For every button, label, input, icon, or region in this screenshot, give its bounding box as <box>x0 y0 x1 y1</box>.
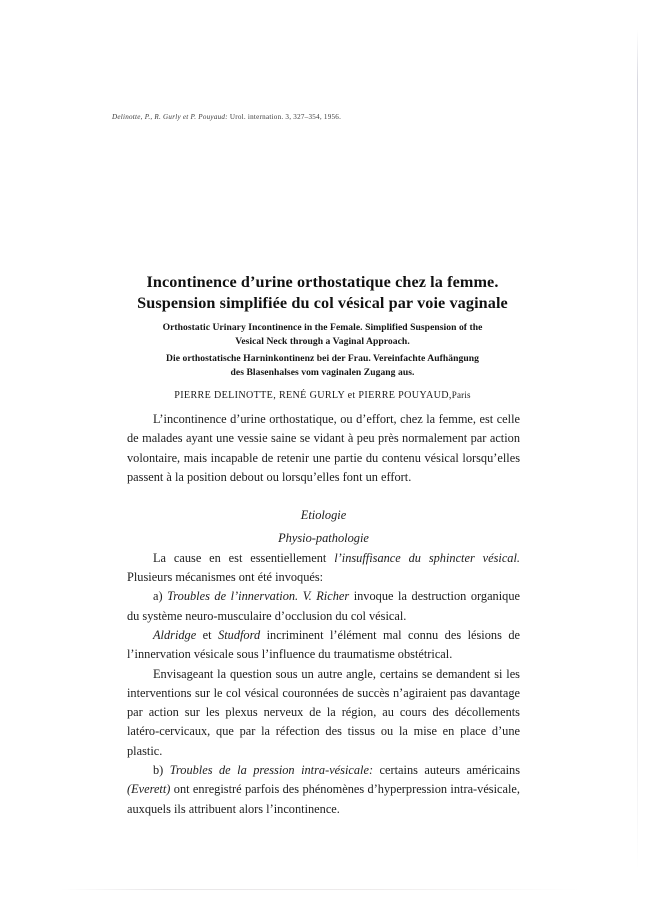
aldridge-text: incriminent l’élément mal connu des lésions de l’innervation vésicale sous l’influence du traumatisme obstétrical. <box>127 627 520 662</box>
item-b-emphasis-title: Troubles de la pression intra-vésicale: <box>169 763 374 778</box>
title-line-1: Incontinence d’urine orthostatique chez la femme. <box>146 273 499 291</box>
section-heading-etiologie: Etiologie <box>300 508 347 523</box>
paragraph-item-a <box>127 587 520 626</box>
running-header-authors: Delinotte, P., R. Gurly et P. Pouyaud: <box>112 113 228 121</box>
item-a-emphasis-title: Troubles de l’innervation. <box>167 589 299 604</box>
scan-artifact-bottom-edge <box>60 889 580 890</box>
aldridge-emphasis-author-2: Studford <box>218 627 261 642</box>
byline-authors: PIERRE DELINOTTE, RENÉ GURLY et PIERRE POUYAUD, <box>174 390 452 402</box>
author-byline <box>95 390 550 401</box>
running-header <box>112 113 532 121</box>
scan-artifact-right-edge <box>637 30 638 870</box>
paragraph-item-b <box>127 761 520 819</box>
subtitle-english-line-1: Orthostatic Urinary Incontinence in the Female. Simplified Suspension of the <box>162 322 483 333</box>
subtitle-english-line-2: Vesical Neck through a Vaginal Approach. <box>235 335 410 347</box>
byline-city: Paris <box>451 390 471 401</box>
item-b-text-lead: certains auteurs américains <box>373 763 520 778</box>
paragraph-intro: L’incontinence d’urine orthostatique, ou d’effort, chez la femme, est celle de malades ayant une vessie saine se vidant à peu près normalement par action volontaire, mais incapable de retenir une partie du contenu vésical lorsqu’elles passent à la position debout ou lorsqu’elles font un effort. <box>127 412 520 484</box>
aldridge-conjunction: et <box>196 627 219 642</box>
item-a-label: a) <box>153 589 168 604</box>
item-b-label: b) <box>153 763 170 778</box>
item-b-text-tail: ont enregistré parfois des phénomènes d’hyperpression intra-vésicale, auxquels ils attribuent alors l’incontinence. <box>127 782 520 816</box>
page-title <box>95 272 550 314</box>
cause-emphasis: l’insuffisance du sphincter vésical. <box>334 550 520 565</box>
cause-text-tail: Plusieurs mécanismes ont été invoqués: <box>127 570 324 585</box>
body-text-column <box>127 410 520 819</box>
subtitle-german <box>95 352 550 379</box>
title-line-2: Suspension simplifiée du col vésical par voie vaginale <box>137 294 508 312</box>
item-a-emphasis-author: V. Richer <box>302 589 350 604</box>
paragraph-aldridge <box>127 626 520 665</box>
item-b-emphasis-author: (Everett) <box>127 782 171 797</box>
subtitle-german-line-1: Die orthostatische Harninkontinenz bei der Frau. Vereinfachte Aufhängung <box>166 353 479 365</box>
running-header-citation: Urol. internation. 3, 327–354, 1956. <box>229 113 342 121</box>
paragraph-envisageant: Envisageant la question sous un autre angle, certains se demandent si les interventions sur le col vésical couronnées de succès n’agiraient pas davantage par action sur les plexus nerveux de la région, au cours des décollements latéro-cervicaux, que par la réfection des tissus ou la mise en place d’une plastic. <box>127 666 520 758</box>
section-heading-physio-pathologie: Physio-pathologie <box>278 531 369 546</box>
subtitle-german-line-2: des Blasenhalses vom vaginalen Zugang aus. <box>230 366 415 378</box>
cause-text-lead: La cause en est essentiellement <box>153 550 335 565</box>
paragraph-cause <box>127 549 520 588</box>
subtitle-english <box>95 321 550 348</box>
aldridge-emphasis-author-1: Aldridge <box>153 627 197 642</box>
title-block <box>95 272 550 401</box>
item-a-text: invoque la destruction organique du système neuro-musculaire d’occlusion du col vésical. <box>127 589 520 623</box>
